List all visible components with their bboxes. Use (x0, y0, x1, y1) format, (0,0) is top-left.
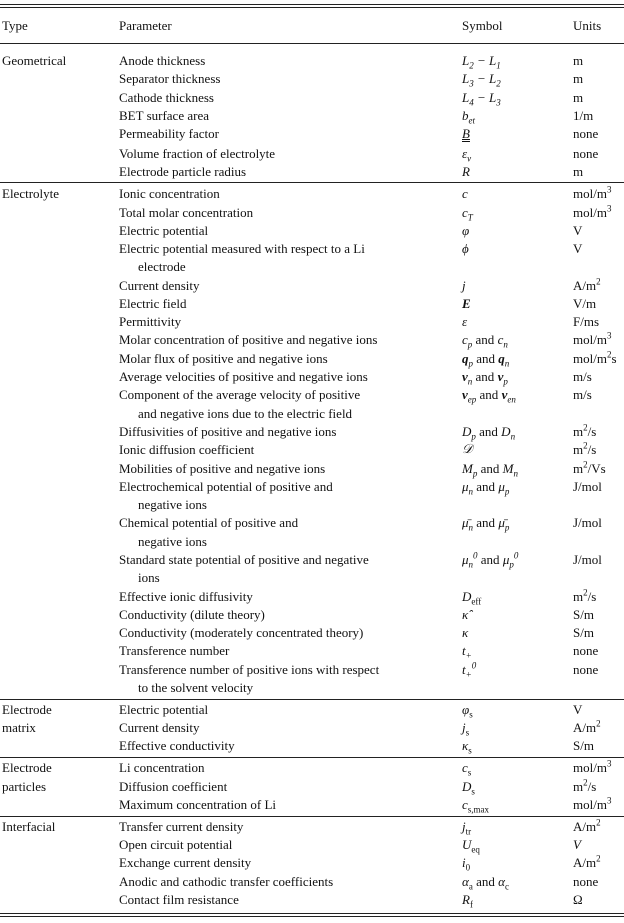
param: Effective conductivity (119, 738, 235, 753)
symbol: $D_{eff}$ (462, 589, 482, 607)
section-rule (0, 182, 624, 183)
table-row (0, 163, 624, 181)
units: $A/m^2$ (573, 853, 601, 870)
param: Volume fraction of electrolyte (119, 146, 276, 161)
symbol: E (462, 296, 471, 311)
units: S/m (573, 607, 594, 622)
param: Current density (119, 278, 200, 293)
symbol: $\mū_n$ and $\mū_p$ (462, 515, 510, 533)
symbol: $j_{tr}$ (462, 819, 472, 837)
param: Separator thickness (119, 71, 221, 86)
symbol: $\mu_n$ and $\mu_p$ (462, 479, 510, 497)
table-row (0, 277, 624, 295)
symbol: $t_+$ (462, 643, 472, 661)
section-type: Electrode (2, 702, 52, 717)
table-row (0, 52, 624, 70)
table-row (0, 551, 624, 569)
table-row (0, 423, 624, 441)
header-units: Units (573, 18, 602, 33)
units: $A/m^2$ (573, 817, 601, 834)
units: J/mol (573, 552, 602, 567)
table-row (0, 386, 624, 404)
symbol: $j_s$ (462, 720, 470, 738)
param: Mobilities of positive and negative ions (119, 461, 326, 476)
symbol: $i_0$ (462, 855, 471, 873)
units: S/m (573, 738, 594, 753)
units: mol/$m^3$ (573, 330, 612, 347)
units: V/m (573, 296, 597, 311)
symbol: $c_{s,max}$ (462, 797, 490, 815)
symbol: $v_{ep}$ and $v_{en}$ (462, 387, 516, 405)
symbol: $L_3 - L_2$ (462, 71, 501, 89)
units: J/mol (573, 515, 602, 530)
param: Chemical potential of positive and (119, 515, 299, 530)
units: $m^2/Vs$ (573, 459, 606, 476)
symbol: ε (462, 314, 468, 329)
units: none (573, 146, 599, 161)
table-row (0, 441, 624, 459)
units: mol/$m^3$ (573, 758, 612, 775)
table-row (0, 661, 624, 679)
table-row (0, 759, 624, 777)
symbol: κ (462, 625, 469, 640)
param: Effective ionic diffusivity (119, 589, 253, 604)
param: Electric field (119, 296, 187, 311)
table-row (0, 796, 624, 814)
table-row (0, 624, 624, 642)
units: m/s (573, 369, 592, 384)
units: V (573, 837, 581, 852)
table-row (0, 701, 624, 719)
units: $m^2/s$ (573, 587, 597, 604)
table-row (0, 107, 624, 125)
header-symbol: Symbol (462, 18, 503, 33)
units: J/mol (573, 479, 602, 494)
header-rule (0, 43, 624, 44)
table-row (0, 496, 624, 514)
units: V (573, 702, 583, 717)
symbol: $L_4 - L_3$ (462, 90, 501, 108)
bottom-rule (0, 913, 624, 914)
param: Permittivity (119, 314, 182, 329)
symbol: $c_T$ (462, 205, 473, 223)
param-cont: and negative ions due to the electric field (138, 406, 353, 421)
param: Conductivity (moderately concentrated theory) (119, 625, 364, 640)
table-row (0, 836, 624, 854)
units: $A/m^2$ (573, 276, 601, 293)
section-type: Electrolyte (2, 186, 60, 201)
units: mol/$m^3$ (573, 184, 612, 201)
section-rule (0, 699, 624, 700)
param: Electric potential (119, 223, 209, 238)
symbol: $U_{eq}$ (462, 837, 480, 855)
units: none (573, 643, 599, 658)
symbol: κ̂ (462, 607, 469, 622)
header-type: Type (2, 18, 28, 33)
param: Contact film resistance (119, 892, 239, 907)
param: Open circuit potential (119, 837, 233, 852)
symbol: $R_f$ (462, 892, 473, 910)
param: Ionic diffusion coefficient (119, 442, 255, 457)
table-row (0, 854, 624, 872)
table-row (0, 514, 624, 532)
table-row (0, 145, 624, 163)
symbol: $\varphi_s$ (462, 702, 473, 720)
units: m (573, 90, 584, 105)
table-row (0, 533, 624, 551)
symbol: B (462, 126, 470, 141)
table-row (0, 222, 624, 240)
param: Exchange current density (119, 855, 252, 870)
param: Anodic and cathodic transfer coefficients (119, 874, 334, 889)
symbol: $c_p$ and $c_n$ (462, 332, 508, 350)
symbol: $L_2 - L_1$ (462, 53, 501, 71)
param: Standard state potential of positive and negative (119, 552, 369, 567)
table-row (0, 569, 624, 587)
table-row (0, 642, 624, 660)
table-row (0, 891, 624, 909)
section-rule (0, 816, 624, 817)
section-type: Interfacial (2, 819, 56, 834)
symbol: $t_+^0$ (462, 660, 477, 680)
param-cont: negative ions (138, 534, 207, 549)
table-row (0, 460, 624, 478)
table-row (0, 70, 624, 88)
symbol: c (462, 186, 468, 201)
units: $m^2/s$ (573, 440, 597, 457)
units: m (573, 164, 584, 179)
param: Molar concentration of positive and negative ions (119, 332, 378, 347)
table-row (0, 185, 624, 203)
header-parameter: Parameter (119, 18, 172, 33)
param: Diffusion coefficient (119, 779, 228, 794)
param: Permeability factor (119, 126, 219, 141)
section-rule (0, 757, 624, 758)
param: Component of the average velocity of positive (119, 387, 361, 402)
table-row (0, 737, 624, 755)
units: none (573, 662, 599, 677)
param-cont: to the solvent velocity (138, 680, 254, 695)
param: Current density (119, 720, 200, 735)
param: Maximum concentration of Li (119, 797, 277, 812)
table-row (0, 873, 624, 891)
table-row (0, 478, 624, 496)
symbol: $\alpha_a$ and $\alpha_c$ (462, 874, 509, 892)
table-row (0, 204, 624, 222)
param: Anode thickness (119, 53, 206, 68)
param: Li concentration (119, 760, 205, 775)
units: none (573, 126, 599, 141)
param: Average velocities of positive and negative ions (119, 369, 368, 384)
param: Ionic concentration (119, 186, 220, 201)
symbol: $\kappa_s$ (462, 738, 472, 756)
symbol: $b_{et}$ (462, 108, 475, 126)
param: BET surface area (119, 108, 209, 123)
param: Cathode thickness (119, 90, 214, 105)
symbol: $D_p$ and $D_n$ (462, 424, 516, 442)
table-row (0, 588, 624, 606)
symbol: φ (462, 223, 470, 238)
param: Electric potential measured with respect to a Li (119, 241, 365, 256)
param: Electrode particle radius (119, 164, 247, 179)
units: none (573, 874, 599, 889)
symbol: $q_p$ and $q_n$ (462, 351, 510, 369)
param-cont: negative ions (138, 497, 207, 512)
symbol: j (462, 278, 466, 293)
table-header (0, 17, 624, 35)
symbol: ϕ (462, 241, 469, 256)
param-cont: electrode (138, 259, 186, 274)
units: mol/$m^2s$ (573, 349, 617, 366)
section-type: Electrode (2, 760, 52, 775)
param-cont: ions (138, 570, 160, 585)
top-rule (0, 4, 624, 5)
table-row (0, 405, 624, 423)
table-row (0, 350, 624, 368)
symbol: $\mu_n^0$ and $\mu_p^0$ (462, 550, 519, 570)
table-row (0, 368, 624, 386)
units: $m^2/s$ (573, 422, 597, 439)
units: m/s (573, 387, 592, 402)
table-row (0, 606, 624, 624)
param: Molar flux of positive and negative ions (119, 351, 328, 366)
table-row (0, 240, 624, 258)
symbol: $c_s$ (462, 760, 472, 778)
table-row (0, 679, 624, 697)
section-type: Geometrical (2, 53, 67, 68)
symbol: $v_n$ and $v_p$ (462, 369, 508, 387)
param: Transfer current density (119, 819, 244, 834)
table-row (0, 719, 624, 737)
units: V (573, 223, 583, 238)
units: 1/m (573, 108, 594, 123)
param: Electric potential (119, 702, 209, 717)
symbol: $\varepsilon_v$ (462, 146, 472, 164)
table-row (0, 818, 624, 836)
top-rule-2 (0, 7, 624, 8)
units: $A/m^2$ (573, 718, 601, 735)
units: m (573, 71, 584, 86)
section-type-cont: matrix (2, 720, 36, 735)
param: Total molar concentration (119, 205, 254, 220)
symbol: R (462, 164, 470, 179)
symbol: $M_p$ and $M_n$ (462, 461, 518, 479)
units: Ω (573, 892, 583, 907)
param: Diffusivities of positive and negative ions (119, 424, 337, 439)
units: S/m (573, 625, 594, 640)
units: m (573, 53, 584, 68)
table-row (0, 313, 624, 331)
units: $m^2/s$ (573, 777, 597, 794)
param: Transference number (119, 643, 230, 658)
param: Transference number of positive ions with respect (119, 662, 380, 677)
symbol: 𝒟 (462, 442, 473, 457)
table-row (0, 778, 624, 796)
units: mol/$m^3$ (573, 795, 612, 812)
symbol: $D_s$ (462, 779, 475, 797)
param: Conductivity (dilute theory) (119, 607, 265, 622)
param: Electrochemical potential of positive and (119, 479, 333, 494)
table-row (0, 258, 624, 276)
table-row (0, 125, 624, 143)
section-type-cont: particles (2, 779, 47, 794)
table-row (0, 331, 624, 349)
units: mol/$m^3$ (573, 203, 612, 220)
bottom-rule-2 (0, 916, 624, 917)
units: F/ms (573, 314, 600, 329)
units: V (573, 241, 583, 256)
table-row (0, 89, 624, 107)
table-row (0, 295, 624, 313)
